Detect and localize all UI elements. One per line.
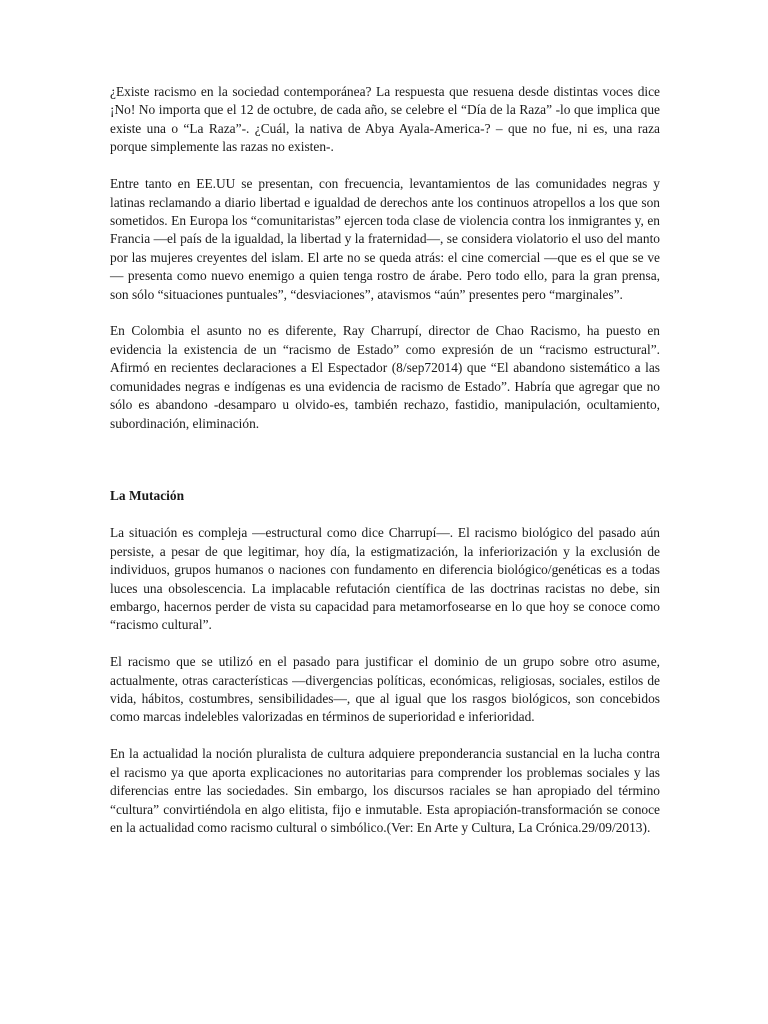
document-page (110, 83, 660, 856)
paragraph-intro-2: Entre tanto en EE.UU se presentan, con frecuencia, levantamientos de las comunidades negras y latinas reclamando a diario libertad e igualdad de derechos ante los continuos atropellos a los que son sometidos. En Europa los “comunitaristas” ejercen toda clase de violencia contra los inmigrantes y, en Francia —el país de la igualdad, la libertad y la fraternidad—, se considera violatorio el uso del manto por las mujeres creyentes del islam. El arte no se queda atrás: el cine comercial —que es el que se ve— presenta como nuevo enemigo a quien tenga rostro de árabe. Pero todo ello, para la gran prensa, son sólo “situaciones puntuales”, “desviaciones”, atavismos “aún” presentes pero “marginales”. (110, 176, 660, 302)
section-spacer (110, 451, 660, 487)
paragraph-section-1: La situación es compleja —estructural como dice Charrupí—. El racismo biológico del pasado aún persiste, a pesar de que legitimar, hoy día, la estigmatización, la inferiorización y la exclusión de individuos, grupos humanos o naciones con fundamento en diferencia biológico/genéticas es a todas luces una obsolescencia. La implacable refutación científica de las doctrinas racistas no debe, sin embargo, hacernos perder de vista su capacidad para metamorfosearse en lo que hoy se conoce como “racismo cultural”. (110, 525, 660, 633)
section-heading: La Mutación (110, 488, 185, 504)
paragraph-intro-1: ¿Existe racismo en la sociedad contemporánea? La respuesta que resuena desde distintas voces dice ¡No! No importa que el 12 de octubre, de cada año, se celebre el “Día de la Raza” -lo que implica que existe una o “La Raza”-. ¿Cuál, la nativa de Abya Ayala-America-? – que no fue, ni es, una raza porque simplemente las razas no existen-. (110, 84, 660, 155)
paragraph-section-2: El racismo que se utilizó en el pasado para justificar el dominio de un grupo sobre otro asume, actualmente, otras características —divergencias políticas, económicas, religiosas, sociales, estilos de vida, hábitos, costumbres, sensibilidades—, que al igual que los rasgos biológicos, son concebidos como marcas indelebles valorizadas en términos de superioridad e inferioridad. (110, 654, 660, 725)
paragraph-section-3: En la actualidad la noción pluralista de cultura adquiere preponderancia sustancial en la lucha contra el racismo ya que aporta explicaciones no autoritarias para comprender los problemas sociales y las diferencias entre las sociedades. Sin embargo, los discursos raciales se han apropiado del término “cultura” convirtiéndola en algo elitista, fijo e inmutable. Esta apropiación-transformación se conoce en la actualidad como racismo cultural o simbólico.(Ver: En Arte y Cultura, La Crónica.29/09/2013). (110, 746, 660, 835)
paragraph-intro-3: En Colombia el asunto no es diferente, Ray Charrupí, director de Chao Racismo, ha puesto en evidencia la existencia de un “racismo de Estado” como expresión de un “racismo estructural”. Afirmó en recientes declaraciones a El Espectador (8/sep72014) que “El abandono sistemático a las comunidades negras e indígenas es una evidencia de racismo de Estado”. Habría que agregar que no sólo es abandono -desamparo u olvido-es, también rechazo, fastidio, manipulación, ocultamiento, subordinación, eliminación. (110, 323, 660, 431)
